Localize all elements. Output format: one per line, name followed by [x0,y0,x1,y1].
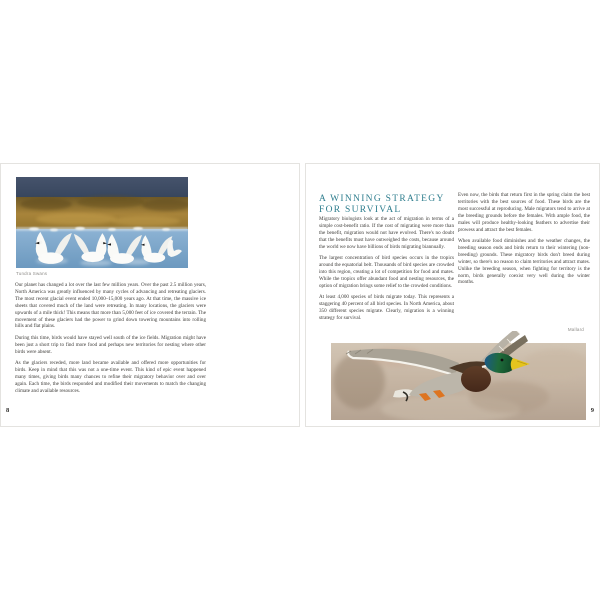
mallard-photo [331,331,586,420]
right-page-right-column [458,192,590,291]
body-paragraph: During this time, birds would have stayed well south of the ice fields. Migration might have been just a short trip to find more food and perhaps new territories for nesting where other birds were absent. [15,334,206,355]
tundra-swans-illustration [16,177,188,268]
book-spread [0,163,600,427]
left-page-body [15,282,206,399]
photo-caption-tundra-swans: Tundra Swans [16,271,48,276]
body-paragraph: When available food diminishes and the weather changes, the breeding season ends and birds return to their wintering (non-breeding) grounds. These migratory birds don't breed during winter, so there's no reason to claim territories and attract mates. Unlike the breeding season, when fighting for territory is the norm, birds generally coexist very well during the winter months. [458,238,590,286]
body-paragraph: The largest concentration of bird species occurs in the tropics around the equatorial belt. Thousands of bird species are crowded into this region, creating a lot of competition for food and mates. While the tropics offer abundant food and nesting resources, the option of migration brings some relief to the crowded conditions. [319,255,454,289]
body-paragraph: Migratory biologists look at the act of migration in terms of a simple cost-benefit ratio. If the cost of migrating were more than the benefit, migration would not have evolved. There's no doubt that the benefits must have outweighed the costs, because around the world we now have billions of birds migrating biannually. [319,216,454,250]
section-heading [319,194,463,215]
body-paragraph: At least 4,000 species of birds migrate today. This represents a staggering 40 percent of all bird species. In North America, about 350 different species migrate. Clearly, migration is a winning strategy for survival. [319,294,454,321]
mallard-illustration [331,331,586,420]
tundra-swans-photo [16,177,188,268]
page-number-right: 9 [590,407,594,414]
body-paragraph: Even now, the birds that return first in the spring claim the best territories with the best sources of food. These birds are the most successful at reproducing. Male migrators tend to arrive at the breeding grounds before the females. With ample food, the males will produce healthy-looking feathers to advertise their prowess and attract the best females. [458,192,590,233]
body-paragraph: Our planet has changed a lot over the last few million years. Over the past 2.5 million years, North America was greatly influenced by many cycles of advancing and retreating glaciers. The most recent glacial event ended 10,000–15,000 years ago. At that time, the massive ice sheets that covered much of the land were retreating. In many locations, the glaciers were upwards of a mile thick! This means that more than 5,000 feet of ice covered the terrain. The movement of these glaciers had the power to grind down towering mountains into rolling hills and flat plains. [15,282,206,330]
photo-caption-mallard: Mallard [567,327,584,332]
left-page [0,163,300,427]
right-page [305,163,600,427]
section-heading-line2: FOR SURVIVAL [319,204,402,215]
body-paragraph: As the glaciers receded, more land became available and offered more opportunities for birds. Keep in mind that this was not a one-time event. This kind of epic event happened many times, giving birds many chances to refine their migratory behavior over and over again. Each time, the birds responded and modified their movements to match the changing climate and available resources. [15,360,206,394]
right-page-left-column [319,216,454,326]
section-heading-line1: A WINNING STRATEGY [319,194,445,204]
page-number-left: 8 [6,407,10,414]
